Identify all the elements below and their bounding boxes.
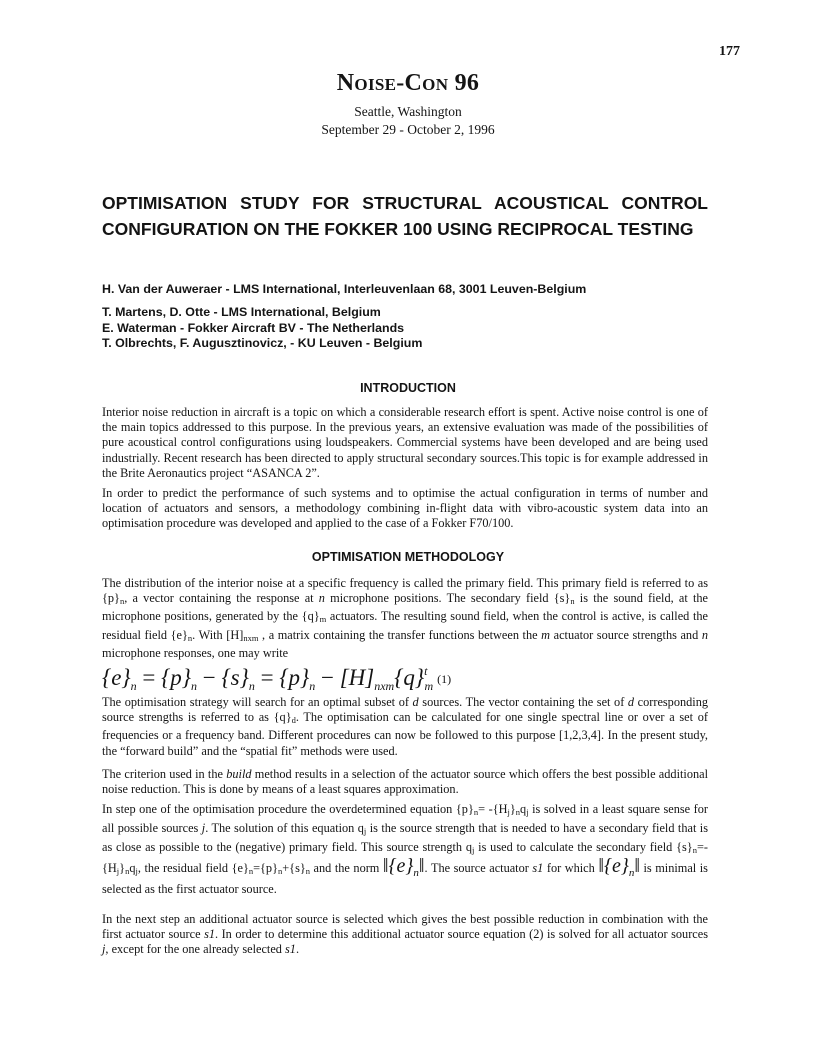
primary-author: H. Van der Auweraer - LMS International, Interleuvenlaan 68, 3001 Leuven-Belgium (102, 282, 587, 296)
author-line: E. Waterman - Fokker Aircraft BV - The Netherlands (102, 320, 405, 335)
methodology-p1: The distribution of the interior noise at a specific frequency is called the primary field. This primary field is referred to as $\{p\}_n$, a vector containing the response at n microphone positions. The secondary field $\{s\}_n$ is the sound field, at the microphone positions, generated by the $\{q\}_m$ actuators. The resulting sound field, when the control is active, is called the residual field $\{e\}_n$. With $[H]_{nxm}$ , a matrix containing the transfer functions between the m actuator source strengths and n microphone responses, one may write (102, 576, 708, 660)
paragraph: In order to predict the performance of such systems and to optimise the actual configuration in terms of number and location of actuators and sensors, a methodology combining in-flight data with vibro-acoustic system data into an optimisation procedure was developed and applied to the case of a Fokker F70/100. (102, 486, 708, 531)
page-number: 177 (719, 44, 740, 59)
norm-expression: $‖\{e\}_n‖$ (598, 855, 640, 879)
introduction-body (102, 405, 708, 537)
norm-expression: $‖\{e\}_n‖$ (382, 855, 425, 879)
introduction-heading: INTRODUCTION (360, 381, 456, 395)
methodology-heading: OPTIMISATION METHODOLOGY (311, 550, 505, 564)
methodology-p5: In the next step an additional actuator source is selected which gives the best possible reduction in combination with the first actuator source s1. In order to determine this additional actuator source equation (2) is solved for all actuator sources j, except for the one already selected s1. (102, 912, 708, 957)
conference-dates: September 29 - October 2, 1996 (321, 122, 495, 137)
conference-header (0, 70, 816, 139)
methodology-p4: In step one of the optimisation procedure the overdetermined equation $\{p\}_n= -\{H_j\}_nq_j$ is solved in a least square sense for all possible sources j. The solution of this equation $q_j$ is the source strength that is needed to have a secondary field that is as close as possible to the (negative) primary field. This source strength $q_j$ is used to calculate the secondary field $\{s\}_n=-\{H_j\}_nq_j$, the residual field $\{e\}_n=\{p\}_n+\{s\}_n$ and the norm $‖\{e\}_n‖$. The source actuator s1 for which $‖\{e\}_n‖$ is minimal is selected as the first actuator source. (102, 802, 709, 896)
conference-name: Noise-Con 96 (336, 70, 480, 96)
equation-number: (1) (437, 672, 452, 686)
paragraph: Interior noise reduction in aircraft is a topic on which a considerable research effort is spent. Active noise control is one of the main topics addressed to this purpose. In the previous years, an extensive evaluation was made of the possibilities of pure acoustical control configurations using loudspeakers. Commercial systems have been developed and are being used industrially. Recent research has been directed to apply structural secondary sources.This topic is for example addressed in the Brite Aeronautics project “ASANCA 2”. (102, 405, 708, 480)
author-list (102, 305, 422, 352)
author-line: T. Martens, D. Otte - LMS International, Belgium (102, 305, 381, 319)
conference-location: Seattle, Washington (354, 104, 462, 119)
author-line: T. Olbrechts, F. Augusztinovicz, - KU Leuven - Belgium (102, 336, 423, 350)
methodology-p3: The criterion used in the build method results in a selection of the actuator source which offers the best possible additional noise reduction. This is done by means of a least squares approximation. (102, 767, 708, 797)
equation-1: $\{e\}_n = \{p\}_n - \{s\}_n = \{p\}_n - [H]_{nxm}\{q\}^t_m$ (1) (102, 664, 452, 693)
methodology-p2: The optimisation strategy will search for an optimal subset of d sources. The vector containing the set of d corresponding source strengths is referred to as $\{q\}_d$. The optimisation can be calculated for one single spectral line or over a set of frequencies or a frequency band. Different procedures can now be followed to this purpose [1,2,3,4]. In the present study, the “forward build” and the “spatial fit” methods were used. (102, 695, 709, 758)
paper-title: OPTIMISATION STUDY FOR STRUCTURAL ACOUSTICAL CONTROL CONFIGURATION ON THE FOKKER 100 USING RECIPROCAL TESTING (102, 193, 708, 239)
